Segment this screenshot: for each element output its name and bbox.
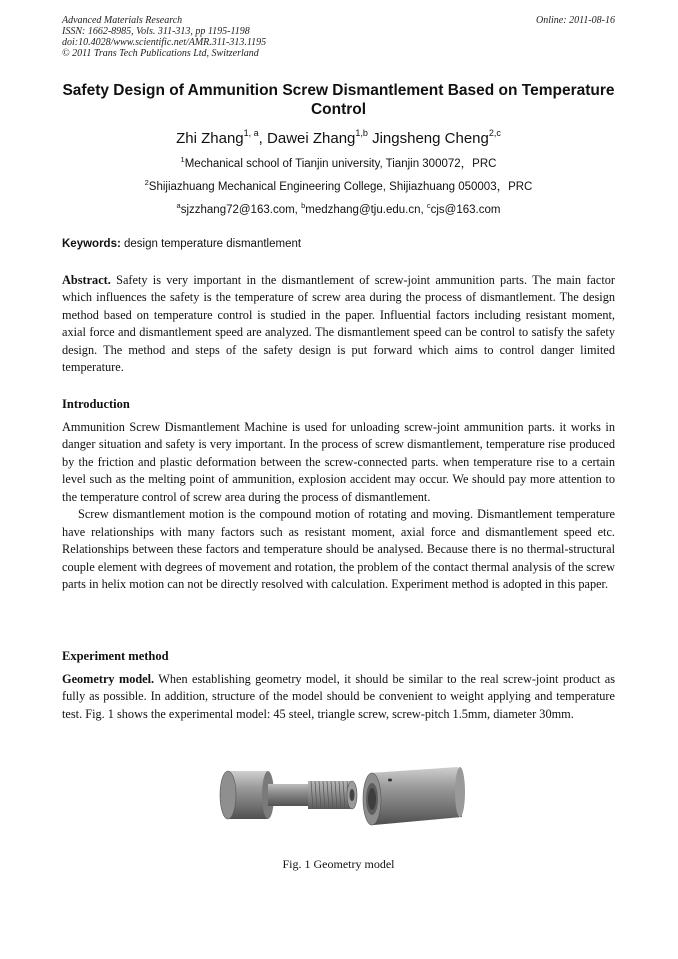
paper-title: Safety Design of Ammunition Screw Dismantlement Based on Temperature Control: [62, 82, 615, 118]
keywords-text: design temperature dismantlement: [120, 238, 302, 250]
journal-issn: ISSN: 1662-8985, Vols. 311-313, pp 1195-1198: [62, 26, 250, 37]
abstract-label: Abstract.: [62, 273, 111, 287]
email-superscript: c: [426, 201, 431, 210]
author-superscript: 2,c: [488, 128, 501, 138]
geometry-model-text: When establishing geometry model, it should be similar to the real screw-joint product as fully as possible. In addition, structure of the model should be convenient to weight applying and temperature test. Fig. 1 shows the experimental model: 45 steel, triangle screw, screw-pitch 1.5mm, diameter 30mm.: [62, 672, 616, 721]
author-line: [62, 130, 615, 148]
affiliation-superscript: 1: [180, 155, 185, 164]
journal-doi: doi:10.4028/www.scientific.net/AMR.311-313.1195: [62, 37, 267, 48]
section-heading-experiment: Experiment method: [62, 649, 169, 663]
journal-header: [62, 15, 392, 59]
online-date: Online: 2011-08-16: [536, 15, 615, 26]
email-superscript: a: [176, 201, 181, 210]
keywords-label: Keywords:: [62, 238, 121, 250]
author-name: Dawei Zhang: [267, 130, 356, 147]
affiliation-text: Shijiazhuang Mechanical Engineering College, Shijiazhuang 050003，PRC: [148, 181, 533, 193]
email-superscript: b: [301, 201, 306, 210]
introduction-body: [62, 419, 615, 594]
email-text: cjs@163.com: [430, 204, 501, 216]
author-superscript: 1,b: [355, 128, 368, 138]
keywords: [62, 238, 615, 250]
affiliation-superscript: 2: [144, 178, 149, 187]
email-text: sjzzhang72@163.com,: [180, 204, 302, 216]
introduction-paragraph-1: Ammunition Screw Dismantlement Machine is used for unloading screw-joint ammunition parts. it works in danger situation and safety is very important. In the process of screw dismantlement, temperature rise produced by the friction and plastic deformation between the screw-connected parts. when temperature rise to a certain level such as the melting point of ammunition, explosion accident may occur. We should pay more attention to the temperature control of screw area during the process of dismantlement.: [62, 420, 615, 504]
journal-name: Advanced Materials Research: [62, 15, 183, 26]
geometry-model-label: Geometry model.: [62, 672, 155, 686]
affiliation-text: Mechanical school of Tianjin university, Tianjin 300072，PRC: [184, 158, 497, 170]
nut-part: [363, 767, 465, 825]
abstract-paragraph: [62, 272, 615, 377]
author-name: Jingsheng Cheng: [372, 130, 489, 147]
figure-caption: Fig. 1 Geometry model: [282, 857, 395, 871]
abstract-text: Safety is very important in the dismantlement of screw-joint ammunition parts. The main factor which influences the safety is the temperature of screw area during the process of dismantlement. The design method based on temperature control is studied in the paper. Influential factors including resistant moment, axial force and dismantlement speed are analyzed. The dismantlement speed can be control to satisfy the safety design. The method and steps of the safety design is put forward which aims to control danger limited temperature.: [62, 273, 615, 375]
author-separator: ,: [258, 130, 268, 147]
author-superscript: 1, a: [243, 128, 259, 138]
affiliation-2: [62, 180, 615, 194]
email-line: [62, 203, 615, 217]
introduction-paragraph-2: Screw dismantlement motion is the compound motion of rotating and moving. Dismantlement temperature have relationships with many factors such as resistant moment, axial force and dismantlement speed etc. Relationships between these factors and temperature should be analysed. Because there is no thermal-structural couple element with degrees of movement and rotation, the problem of the contact thermal analysis of the screw parts in helix motion can not be directly resolved with calculation. Experiment method is adopted in this paper.: [62, 507, 615, 592]
section-heading-introduction: Introduction: [62, 397, 130, 411]
email-text: medzhang@tju.edu.cn,: [305, 204, 427, 216]
geometry-model-figure: [212, 765, 472, 835]
author-name: Zhi Zhang: [176, 130, 244, 147]
affiliation-1: [62, 157, 615, 171]
experiment-paragraph: [62, 671, 615, 723]
bolt-part: [220, 771, 357, 819]
journal-copyright: © 2011 Trans Tech Publications Ltd, Switzerland: [62, 48, 259, 59]
